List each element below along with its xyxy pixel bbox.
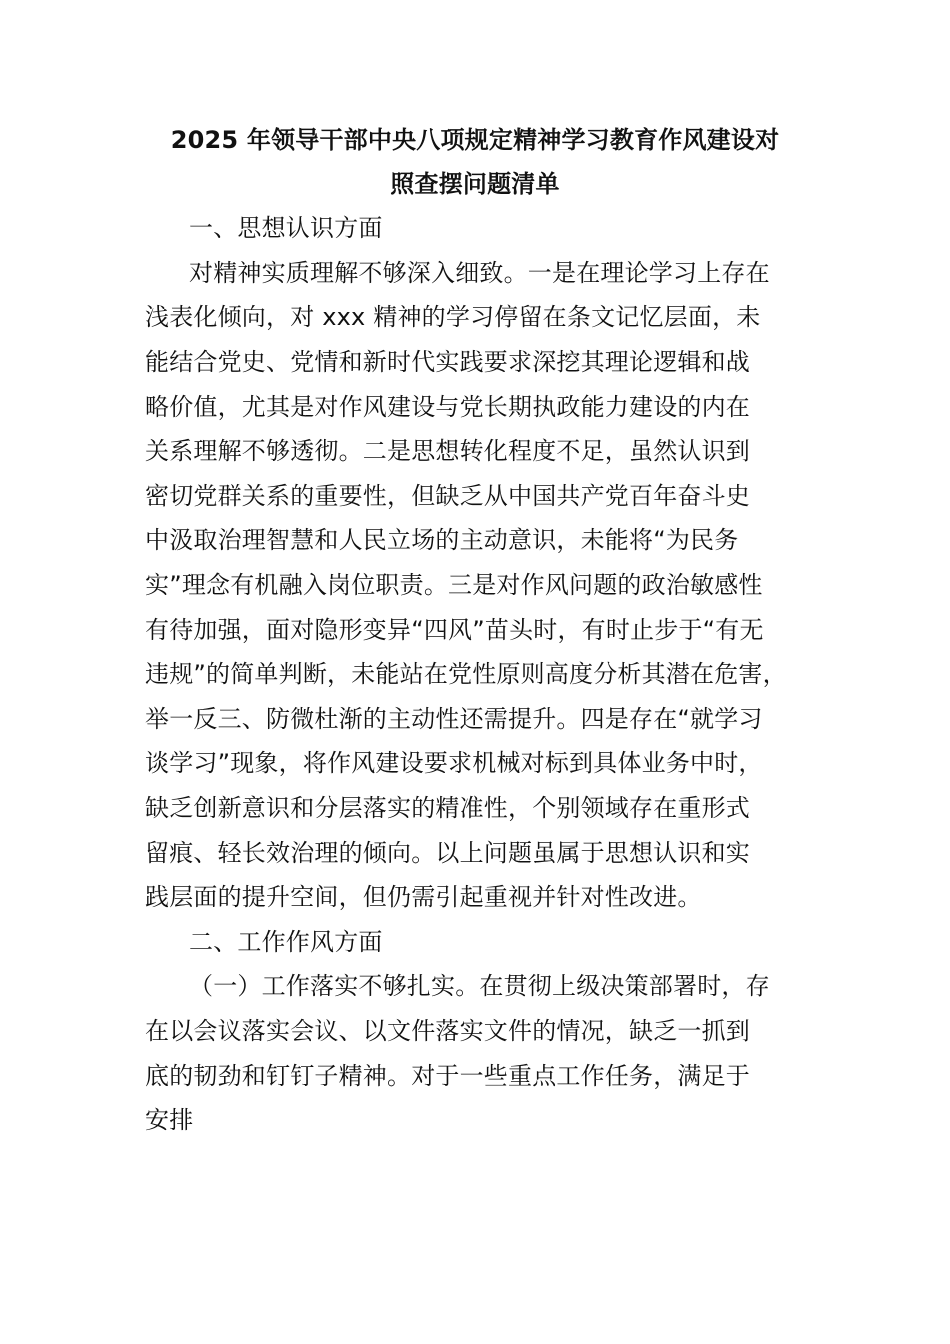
paragraph-line: （一）工作落实不够扎实。在贯彻上级决策部署时，存 (189, 972, 770, 1000)
paragraph-line: 略价值，尤其是对作风建设与党长期执政能力建设的内在 (145, 393, 750, 421)
paragraph-line: 安排 (145, 1106, 194, 1134)
section-heading-thought: 一、思想认识方面 (189, 214, 383, 242)
paragraph-line: 实”理念有机融入岗位职责。三是对作风问题的政治敏感性 (145, 571, 763, 599)
paragraph-line: 有待加强，面对隐形变异“四风”苗头时，有时止步于“有无 (145, 616, 764, 644)
paragraph-line: 对精神实质理解不够深入细致。一是在理论学习上存在 (189, 259, 770, 287)
paragraph-line: 举一反三、防微杜渐的主动性还需提升。四是存在“就学习 (145, 705, 763, 733)
paragraph-line: 密切党群关系的重要性，但缺乏从中国共产党百年奋斗史 (145, 482, 750, 510)
document-title-line-2: 照查摆问题清单 (390, 170, 560, 198)
section-heading-work-style: 二、工作作风方面 (189, 928, 383, 956)
paragraph-line: 践层面的提升空间，但仍需引起重视并针对性改进。 (145, 883, 702, 911)
paragraph-line: 违规”的简单判断，未能站在党性原则高度分析其潜在危害， (145, 660, 787, 688)
paragraph-line: 中汲取治理智慧和人民立场的主动意识，未能将“为民务 (145, 526, 739, 554)
paragraph-line: 底的韧劲和钉钉子精神。对于一些重点工作任务，满足于 (145, 1062, 750, 1090)
paragraph-line: 谈学习”现象，将作风建设要求机械对标到具体业务中时， (145, 749, 763, 777)
paragraph-line: 留痕、轻长效治理的倾向。以上问题虽属于思想认识和实 (145, 839, 750, 867)
paragraph-line: 浅表化倾向，对 xxx 精神的学习停留在条文记忆层面，未 (145, 303, 761, 331)
document-title-line-1: 2025 年领导干部中央八项规定精神学习教育作风建设对 (170, 126, 780, 154)
paragraph-line: 缺乏创新意识和分层落实的精准性，个别领域存在重形式 (145, 794, 750, 822)
paragraph-line: 在以会议落实会议、以文件落实文件的情况，缺乏一抓到 (145, 1017, 750, 1045)
paragraph-line: 能结合党史、党情和新时代实践要求深挖其理论逻辑和战 (145, 348, 750, 376)
paragraph-line: 关系理解不够透彻。二是思想转化程度不足，虽然认识到 (145, 437, 750, 465)
